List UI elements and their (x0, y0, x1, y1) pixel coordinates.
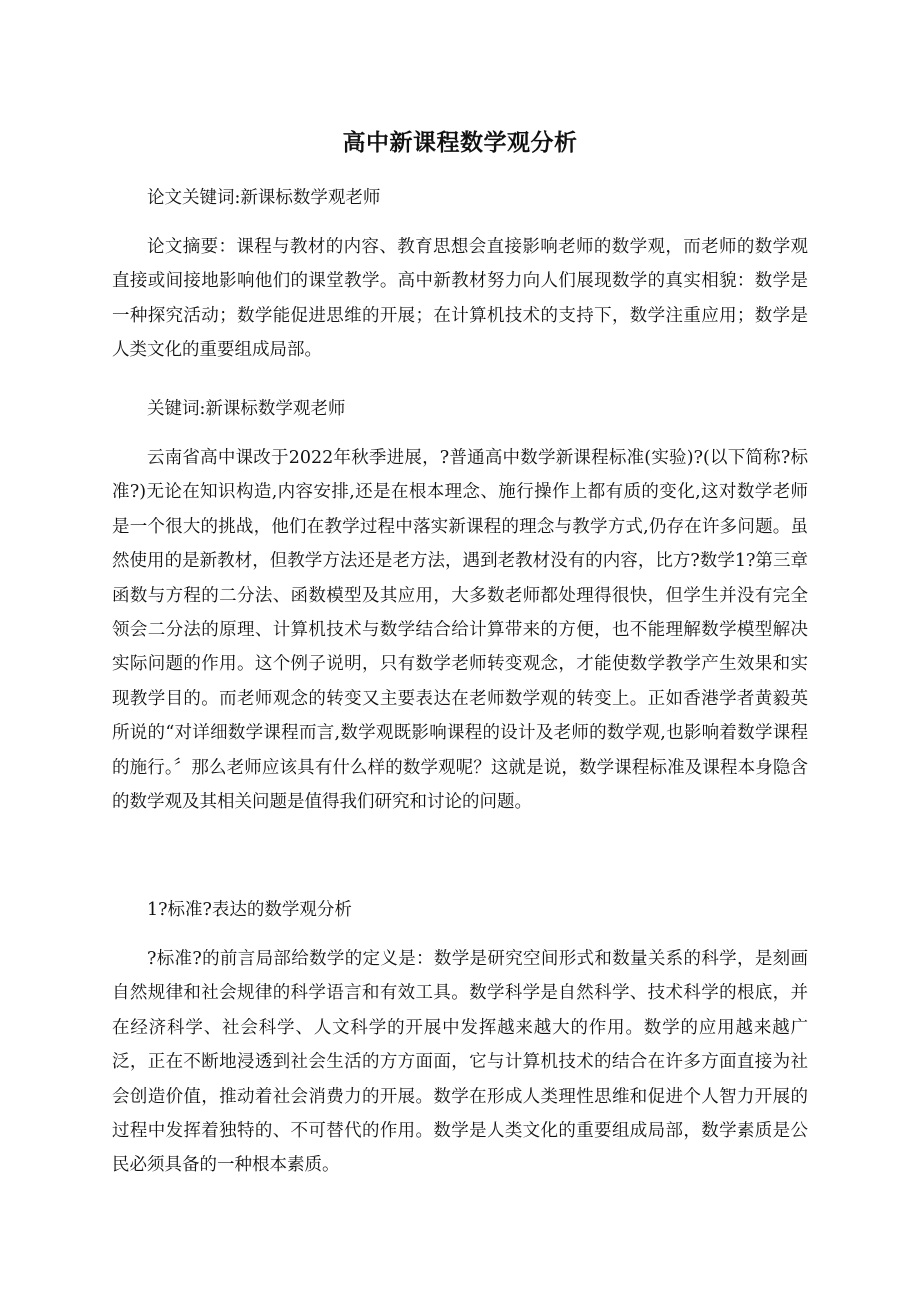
keywords-paragraph-2: 关键词:新课标数学观老师 (147, 399, 346, 419)
document-title: 高中新课程数学观分析 (342, 130, 578, 157)
keywords-paragraph: 论文关键词:新课标数学观老师 (147, 188, 381, 208)
body-paragraph: ?标准?的前言局部给数学的定义是：数学是研究空间形式和数量关系的科学，是刻画自然规律和社会规律的科学语言和有效工具。数学科学是自然科学、技术科学的根底，并在经济科学、社会科学、人文科学的开展中发挥越来越大的作用。数学的应用越来越广泛，正在不断地浸透到社会生活的方方面面，它与计算机技术的结合在许多方面直接为社会创造价值，推动着社会消费力的开展。数学在形成人类理性思维和促进个人智力开展的过程中发挥着独特的、不可替代的作用。数学是人类文化的重要组成局部，数学素质是公民必须具备的一种根本素质。 (112, 949, 808, 1176)
abstract-paragraph: 论文摘要：课程与教材的内容、教育思想会直接影响老师的数学观，而老师的数学观直接或间接地影响他们的课堂教学。高中新教材努力向人们展现数学的真实相貌：数学是一种探究活动；数学能促进思维的开展；在计算机技术的支持下，数学注重应用；数学是人类文化的重要组成局部。 (112, 237, 808, 361)
section-heading: 1?标准?表达的数学观分析 (147, 900, 352, 920)
body-paragraph: 云南省高中课改于2022年秋季进展，?普通高中数学新课程标准(实验)?(以下简称?标准?)无论在知识构造,内容安排,还是在根本理念、施行操作上都有质的变化,这对数学老师是一个很大的挑战，他们在教学过程中落实新课程的理念与教学方式,仍存在许多问题。虽然使用的是新教材，但教学方法还是老方法，遇到老教材没有的内容，比方?数学1?第三章函数与方程的二分法、函数模型及其应用，大多数老师都处理得很快，但学生并没有完全领会二分法的原理、计算机技术与数学结合给计算带来的方便，也不能理解数学模型解决实际问题的作用。这个例子说明，只有数学老师转变观念，才能使数学教学产生效果和实现教学目的。而老师观念的转变又主要表达在老师数学观的转变上。正如香港学者黄毅英所说的“对详细数学课程而言,数学观既影响课程的设计及老师的数学观,也影响着数学课程的施行。〞那么老师应该具有什么样的数学观呢？这就是说，数学课程标准及课程本身隐含的数学观及其相关问题是值得我们研究和讨论的问题。 (112, 448, 808, 813)
